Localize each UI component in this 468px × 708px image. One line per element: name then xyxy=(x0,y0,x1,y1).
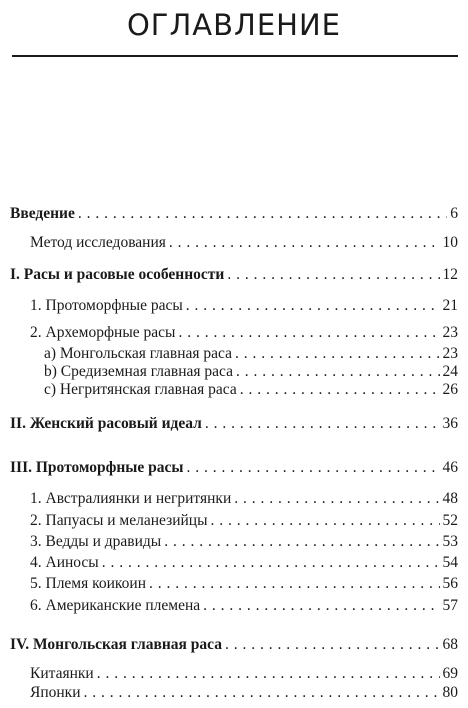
toc-entry-japanese[interactable] xyxy=(30,683,458,703)
toc-page-number: 57 xyxy=(442,597,458,614)
toc-entry-label: Японки xyxy=(30,684,81,701)
toc-entry-label: 6. Американские племена xyxy=(30,597,201,614)
toc-page-number: 23 xyxy=(442,345,458,362)
toc-entry-ainu[interactable] xyxy=(30,553,458,573)
toc-entry-label: II. Женский расовый идеал xyxy=(10,415,202,432)
toc-page-number: 12 xyxy=(442,266,458,283)
toc-page-number: 68 xyxy=(442,636,458,653)
toc-entry-protomorphic[interactable] xyxy=(30,296,458,316)
page-title: ОГЛАВЛЕНИЕ xyxy=(126,8,341,42)
leader-dots xyxy=(203,596,439,616)
toc-page-number: 69 xyxy=(442,665,458,682)
toc-entry-chapter-2[interactable] xyxy=(10,414,458,434)
toc-entry-mongol[interactable] xyxy=(44,344,458,364)
leader-dots xyxy=(187,458,440,478)
leader-dots xyxy=(211,511,440,531)
leader-dots xyxy=(149,574,440,594)
toc-page-number: 23 xyxy=(442,324,458,341)
toc-entry-chapter-3[interactable] xyxy=(10,458,458,478)
leader-dots xyxy=(235,344,440,364)
toc-page-number: 36 xyxy=(442,415,458,432)
toc-entry-introduction[interactable] xyxy=(10,204,458,224)
toc-entry-archimorphic[interactable] xyxy=(30,323,458,343)
leader-dots xyxy=(102,553,440,573)
leader-dots xyxy=(97,664,440,684)
toc-entry-label: Введение xyxy=(10,205,75,222)
toc-page-number: 52 xyxy=(442,512,458,529)
leader-dots xyxy=(78,204,447,224)
toc-entry-label: a) Монгольская главная раса xyxy=(44,345,232,362)
leader-dots xyxy=(234,489,439,509)
toc-entry-veddas[interactable] xyxy=(30,532,458,552)
toc-entry-negroid[interactable] xyxy=(44,380,458,400)
toc-page-number: 56 xyxy=(442,575,458,592)
leader-dots xyxy=(169,233,440,253)
toc-page-number: 48 xyxy=(442,490,458,507)
toc-entry-label: Китаянки xyxy=(30,665,94,682)
toc-entry-label: I. Расы и расовые особенности xyxy=(10,266,225,283)
toc-entry-label: b) Средиземная главная раса xyxy=(44,363,233,380)
leader-dots xyxy=(178,323,439,343)
toc-entry-chinese[interactable] xyxy=(30,664,458,684)
toc-entry-label: 4. Аиносы xyxy=(30,554,99,571)
toc-entry-label: 5. Племя коикоин xyxy=(30,575,146,592)
toc-entry-label: 1. Австралиянки и негритянки xyxy=(30,490,232,507)
toc-entry-papuans[interactable] xyxy=(30,511,458,531)
toc-entry-label: 2. Археморфные расы xyxy=(30,324,176,341)
leader-dots xyxy=(186,296,440,316)
toc-entry-label: III. Протоморфные расы xyxy=(10,459,184,476)
toc-entry-label: 1. Протоморфные расы xyxy=(30,297,183,314)
toc-page-number: 46 xyxy=(442,459,458,476)
toc-page-number: 26 xyxy=(442,381,458,398)
toc-entry-mediterranean[interactable] xyxy=(44,362,458,382)
leader-dots xyxy=(205,414,440,434)
toc-entry-label: c) Негритянская главная раса xyxy=(44,381,237,398)
toc-page-number: 54 xyxy=(442,554,458,571)
leader-dots xyxy=(84,683,440,703)
toc-page-number: 80 xyxy=(442,684,458,701)
toc-page-number: 6 xyxy=(450,205,458,222)
toc-entry-label: Метод исследования xyxy=(30,234,166,251)
toc-page-number: 53 xyxy=(442,533,458,550)
leader-dots xyxy=(164,532,439,552)
toc-entry-chapter-1[interactable] xyxy=(10,265,458,285)
toc-entry-label: 2. Папуасы и меланезийцы xyxy=(30,512,208,529)
leader-dots xyxy=(240,380,440,400)
toc-page-number: 24 xyxy=(442,363,458,380)
leader-dots xyxy=(225,635,440,655)
toc-entry-label: 3. Ведды и дравиды xyxy=(30,533,162,550)
toc-entry-american-tribes[interactable] xyxy=(30,596,458,616)
toc-entry-label: IV. Монгольская главная раса xyxy=(10,636,222,653)
toc-entry-australians[interactable] xyxy=(30,489,458,509)
toc-entry-khoikhoi[interactable] xyxy=(30,574,458,594)
toc-entry-method[interactable] xyxy=(30,233,458,253)
toc-entry-chapter-4[interactable] xyxy=(10,635,458,655)
toc-page-number: 21 xyxy=(442,297,458,314)
leader-dots xyxy=(236,362,440,382)
toc-page-number: 10 xyxy=(442,234,458,251)
leader-dots xyxy=(227,265,439,285)
title-rule xyxy=(12,55,458,57)
